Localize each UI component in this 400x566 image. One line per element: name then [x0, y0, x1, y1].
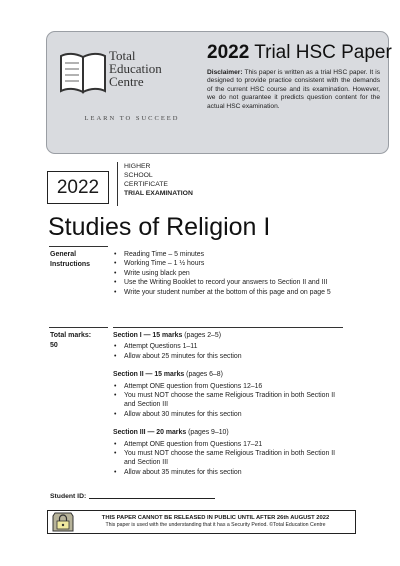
logo-name — [109, 49, 209, 88]
section-2-pages: (pages 6–8) — [184, 371, 223, 379]
list-item: • Working Time – 1 ½ hours — [114, 260, 205, 268]
paper-title-rest: Trial HSC Paper — [249, 42, 392, 63]
list-item-text: Attempt ONE question from Questions 17–21 — [124, 440, 263, 448]
hsc-line-1: HIGHER — [124, 163, 151, 170]
list-item-text: Write your student number at the bottom of this page and on page 5 — [124, 288, 331, 296]
list-item: • Allow about 30 minutes for this section — [114, 410, 242, 418]
footer-text — [78, 514, 353, 530]
logo-line-1: Total — [109, 48, 136, 63]
general-instructions-label-line-2: Instructions — [50, 260, 91, 268]
hsc-line-2: SCHOOL — [124, 172, 153, 179]
section-3-heading — [113, 428, 341, 437]
list-item-text: Allow about 30 minutes for this section — [124, 410, 242, 418]
total-marks-label — [50, 331, 91, 350]
disclaimer — [207, 69, 380, 111]
footer-release-notice: THIS PAPER CANNOT BE RELEASED IN PUBLIC UNTIL AFTER 26th AUGUST 2022 — [101, 515, 330, 521]
open-book-icon — [59, 51, 107, 97]
disclaimer-text: This paper is written as a trial HSC paper. It is designed to provide practice consistent with the demands of the current HSC course and its examination. However, we do not guarantee it predicts question content for the actual HSC examination. — [207, 69, 380, 110]
list-item: • Use the Writing Booklet to record your answers to Section II and III — [114, 279, 328, 287]
list-item-text: You must NOT choose the same Religious Tradition in both Section II and Section III — [124, 392, 336, 409]
section-1-pages: (pages 2–5) — [182, 332, 222, 339]
list-item: • You must NOT choose the same Religious Tradition in both Section II and Section III — [114, 450, 336, 467]
header-box — [46, 31, 392, 154]
instructions-rule — [49, 246, 108, 247]
section-2-name: Section II — 15 marks — [113, 371, 185, 379]
list-item: • Reading Time – 5 minutes — [114, 251, 205, 258]
general-instructions-label — [50, 250, 90, 269]
list-item: • Write using black pen — [114, 269, 190, 277]
list-item-text: You must NOT choose the same Religious Tradition in both Section II and Section III — [124, 450, 336, 467]
paper-title-year: 2022 — [207, 42, 250, 63]
section-3-pages: (pages 9–10) — [186, 429, 229, 437]
trial-examination-label: TRIAL EXAMINATION — [124, 190, 193, 197]
footer-box — [47, 510, 356, 534]
list-item: • Attempt ONE question from Questions 17–21 — [114, 440, 263, 448]
list-item-text: Write using black pen — [124, 269, 190, 277]
section-1-heading — [113, 331, 341, 340]
logo-tagline: LEARN TO SUCCEED — [84, 115, 180, 122]
logo — [57, 47, 207, 137]
section-3-name: Section III — 20 marks — [113, 429, 187, 437]
section-1-name: Section I — 15 marks — [113, 332, 183, 339]
list-item-text: Reading Time – 5 minutes — [124, 251, 205, 258]
list-item: • Allow about 35 minutes for this section — [114, 468, 242, 476]
general-instructions-list — [113, 250, 338, 297]
list-item: • You must NOT choose the same Religious Tradition in both Section II and Section III — [114, 392, 336, 409]
logo-line-3: Centre — [109, 74, 144, 89]
logo-line-2: Education — [109, 61, 162, 76]
list-item: • Allow about 25 minutes for this section — [114, 352, 242, 360]
student-id-field — [50, 493, 215, 500]
security-lock-icon — [52, 512, 74, 532]
sections-block — [113, 331, 341, 477]
section-3-list — [113, 440, 341, 478]
list-item-text: Use the Writing Booklet to record your answers to Section II and III — [124, 279, 328, 287]
list-item-text: Attempt ONE question from Questions 12–16 — [124, 382, 263, 390]
paper-title — [207, 42, 392, 64]
section-2-list — [113, 382, 341, 420]
exam-year-box: 2022 — [47, 171, 109, 204]
list-item-text: Attempt Questions 1–11 — [124, 343, 198, 351]
list-item-text: Working Time – 1 ½ hours — [124, 260, 205, 268]
list-item: • Write your student number at the bottom of this page and on page 5 — [114, 288, 331, 296]
list-item-text: Allow about 25 minutes for this section — [124, 352, 242, 360]
student-id-label: Student ID: — [50, 493, 87, 500]
hsc-certificate-lines — [117, 162, 193, 206]
footer-security-notice: This paper is used with the understanding that it has a Security Period. ©Total Education Centre — [105, 522, 326, 528]
marks-rule-left — [49, 327, 108, 328]
general-instructions-label-line-1: General — [50, 251, 77, 258]
student-id-line[interactable] — [89, 498, 215, 499]
hsc-line-3: CERTIFICATE — [124, 181, 168, 188]
section-2-heading — [113, 370, 341, 379]
disclaimer-label: Disclaimer: — [207, 69, 243, 76]
total-marks-label-text: Total marks: — [50, 332, 92, 339]
list-item-text: Allow about 35 minutes for this section — [124, 468, 242, 476]
list-item: • Attempt Questions 1–11 — [114, 343, 198, 351]
total-marks-value: 50 — [50, 341, 58, 349]
section-1-list — [113, 342, 341, 361]
marks-rule-right — [113, 327, 343, 328]
subject-title: Studies of Religion I — [48, 213, 271, 241]
list-item: • Attempt ONE question from Questions 12–16 — [114, 382, 263, 390]
